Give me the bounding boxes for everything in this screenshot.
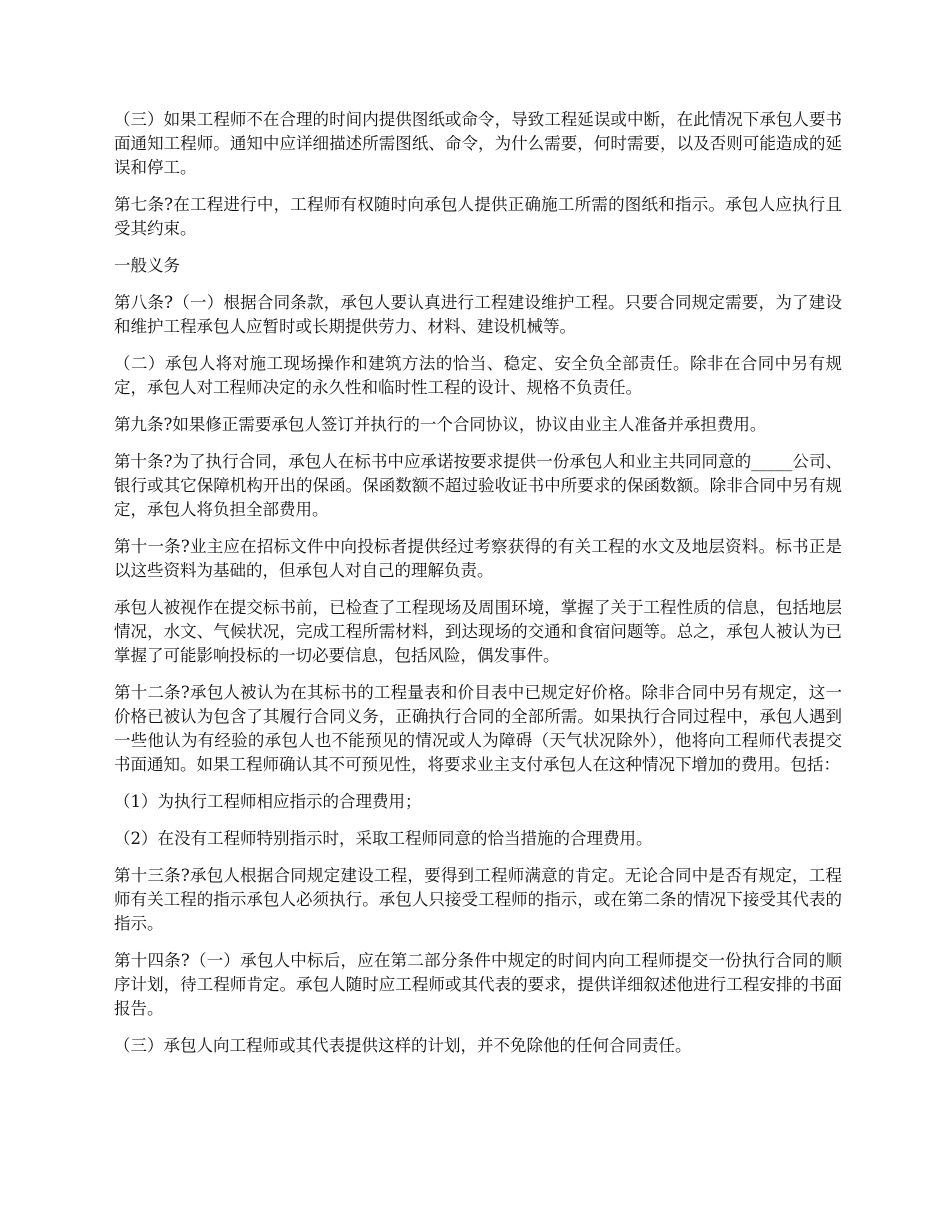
section-heading-general-obligations: 一般义务 — [114, 256, 180, 275]
paragraph-clause-6-3: （三）如果工程师不在合理的时间内提供图纸或命令，导致工程延误或中断，在此情况下承包人要书面通知工程师。通知中应详细描述所需图纸、命令，为什么需要，何时需要，以及否则可能造成的延误和停工。 — [114, 110, 842, 177]
paragraph-clause-14-1: 第十四条?（一）承包人中标后，应在第二部分条件中规定的时间内向工程师提交一份执行合同的顺序计划，待工程师肯定。承包人随时应工程师或其代表的要求，提供详细叙述他进行工程安排的书面报告。 — [114, 951, 842, 1018]
paragraph-clause-10: 第十条?为了执行合同，承包人在标书中应承诺按要求提供一份承包人和业主共同同意的_____公司、银行或其它保障机构开出的保函。保函数额不超过验收证书中所要求的保函数额。除非合同中另有规定，承包人将负担全部费用。 — [114, 452, 842, 519]
paragraph-clause-11: 第十一条?业主应在招标文件中向投标者提供经过考察获得的有关工程的水文及地层资料。标书正是以这些资料为基础的，但承包人对自己的理解负责。 — [114, 537, 842, 580]
list-item-2: （2）在没有工程师特别指示时，采取工程师同意的恰当措施的合理费用。 — [114, 829, 653, 848]
list-item-1: （1）为执行工程师相应指示的合理费用； — [114, 792, 422, 811]
paragraph-clause-7: 第七条?在工程进行中，工程师有权随时向承包人提供正确施工所需的图纸和指示。承包人应执行且受其约束。 — [114, 195, 842, 238]
paragraph-clause-13: 第十三条?承包人根据合同规定建设工程，要得到工程师满意的肯定。无论合同中是否有规定，工程师有关工程的指示承包人必须执行。承包人只接受工程师的指示，或在第二条的情况下接受其代表的指示。 — [114, 866, 842, 933]
paragraph-clause-12: 第十二条?承包人被认为在其标书的工程量表和价目表中已规定好价格。除非合同中另有规定，这一价格已被认为包含了其履行合同义务，正确执行合同的全部所需。如果执行合同过程中，承包人遇到一些他认为有经验的承包人也不能预见的情况或人为障碍（天气状况除外），他将向工程师代表提交书面通知。如果工程师确认其不可预见性，将要求业主支付承包人在这种情况下增加的费用。包括： — [114, 683, 842, 774]
paragraph-clause-14-3: （三）承包人向工程师或其代表提供这样的计划，并不免除他的任何合同责任。 — [114, 1036, 692, 1055]
paragraph-clause-8-2: （二）承包人将对施工现场操作和建筑方法的恰当、稳定、安全负全部责任。除非在合同中另有规定，承包人对工程师决定的永久性和临时性工程的设计、规格不负责任。 — [114, 354, 842, 397]
paragraph-clause-9: 第九条?如果修正需要承包人签订并执行的一个合同协议，协议由业主人准备并承担费用。 — [114, 415, 767, 434]
document-body — [114, 108, 842, 1071]
paragraph-clause-8-1: 第八条?（一）根据合同条款，承包人要认真进行工程建设维护工程。只要合同规定需要，为了建设和维护工程承包人应暂时或长期提供劳力、材料、建设机械等。 — [114, 293, 842, 336]
paragraph-site-inspection: 承包人被视作在提交标书前，已检查了工程现场及周围环境，掌握了关于工程性质的信息，包括地层情况，水文、气候状况，完成工程所需材料，到达现场的交通和食宿问题等。总之，承包人被认为已掌握了可能影响投标的一切必要信息，包括风险，偶发事件。 — [114, 598, 842, 665]
